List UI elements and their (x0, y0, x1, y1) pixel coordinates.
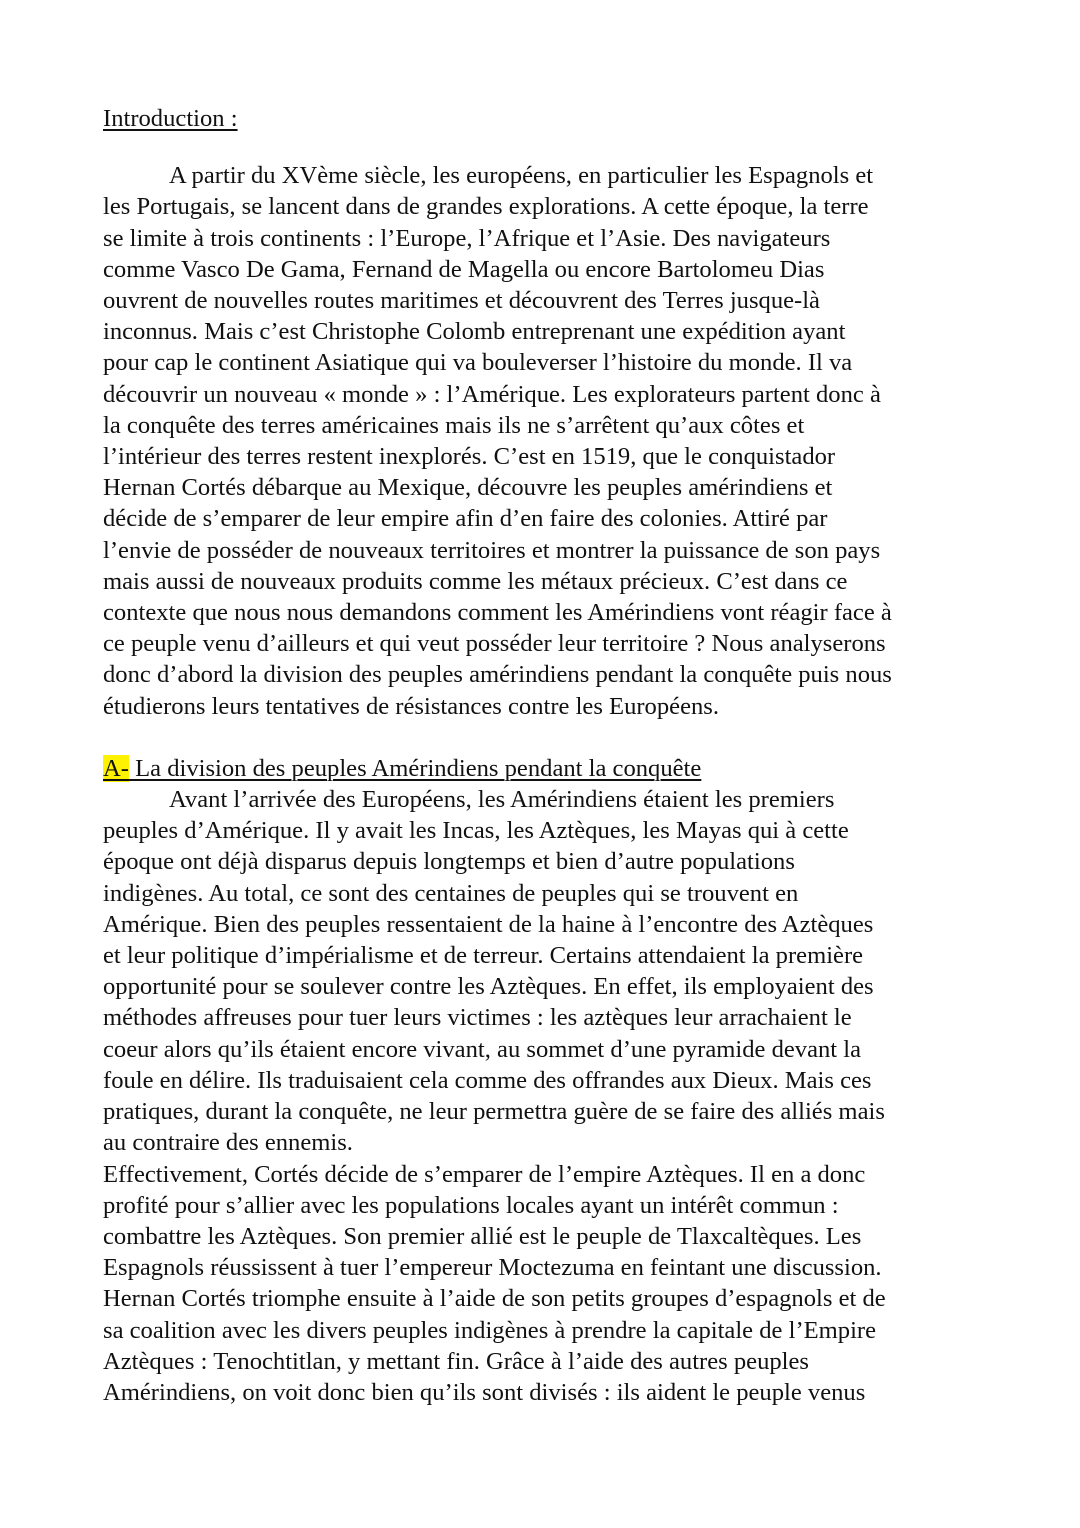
paragraph-line: ce peuple venu d’ailleurs et qui veut posséder leur territoire ? Nous analyserons (103, 630, 886, 658)
paragraph-line: Avant l’arrivée des Européens, les Amérindiens étaient les premiers (169, 786, 835, 814)
paragraph-line: la conquête des terres américaines mais ils ne s’arrêtent qu’aux côtes et (103, 411, 805, 439)
paragraph-line: découvrir un nouveau « monde » : l’Amérique. Les explorateurs partent donc à (103, 380, 881, 408)
paragraph-line: Amérindiens, on voit donc bien qu’ils sont divisés : ils aident le peuple venus (103, 1378, 866, 1406)
paragraph-line: Effectivement, Cortés décide de s’emparer de l’empire Aztèques. Il en a donc (103, 1160, 866, 1188)
paragraph-line: pratiques, durant la conquête, ne leur permettra guère de se faire des alliés mais (103, 1098, 885, 1126)
section-a-heading (103, 753, 988, 784)
introduction-paragraph (103, 160, 988, 722)
paragraph-line: peuples d’Amérique. Il y avait les Incas, les Aztèques, les Mayas qui à cette (103, 817, 849, 845)
paragraph-line: au contraire des ennemis. (103, 1129, 353, 1157)
paragraph-line: pour cap le continent Asiatique qui va bouleverser l’histoire du monde. Il va (103, 349, 853, 377)
paragraph-line: l’envie de posséder de nouveaux territoires et montrer la puissance de son pays (103, 536, 881, 564)
paragraph-line: Amérique. Bien des peuples ressentaient de la haine à l’encontre des Aztèques (103, 910, 874, 938)
paragraph-line: sa coalition avec les divers peuples indigènes à prendre la capitale de l’Empire (103, 1316, 877, 1344)
highlighted-marker: A- (103, 754, 129, 782)
paragraph-line: A partir du XVème siècle, les européens, en particulier les Espagnols et (169, 162, 874, 190)
paragraph-line: inconnus. Mais c’est Christophe Colomb entreprenant une expédition ayant (103, 318, 846, 346)
paragraph-line: décide de s’emparer de leur empire afin d’en faire des colonies. Attiré par (103, 505, 828, 533)
section-a-title: La division des peuples Amérindiens pendant la conquête (128, 754, 702, 782)
document-page (103, 103, 988, 1408)
paragraph-line: méthodes affreuses pour tuer leurs victimes : les aztèques leur arrachaient le (103, 1004, 852, 1032)
paragraph-line: Hernan Cortés débarque au Mexique, découvre les peuples amérindiens et (103, 474, 833, 502)
introduction-heading: Introduction : (103, 105, 238, 132)
paragraph-line: donc d’abord la division des peuples amérindiens pendant la conquête puis nous (103, 661, 892, 689)
paragraph-line: et leur politique d’impérialisme et de terreur. Certains attendaient la première (103, 942, 864, 970)
paragraph-line: contexte que nous nous demandons comment les Amérindiens vont réagir face à (103, 599, 892, 627)
section-a (103, 753, 988, 1408)
paragraph-line: se limite à trois continents : l’Europe, l’Afrique et l’Asie. Des navigateurs (103, 224, 831, 252)
paragraph-line: mais aussi de nouveaux produits comme les métaux précieux. C’est dans ce (103, 567, 848, 595)
paragraph-line: foule en délire. Ils traduisaient cela comme des offrandes aux Dieux. Mais ces (103, 1066, 872, 1094)
paragraph-line: Hernan Cortés triomphe ensuite à l’aide de son petits groupes d’espagnols et de (103, 1285, 886, 1313)
paragraph-line: ouvrent de nouvelles routes maritimes et découvrent des Terres jusque-là (103, 287, 820, 315)
paragraph-line: les Portugais, se lancent dans de grandes explorations. A cette époque, la terre (103, 193, 869, 221)
paragraph-line: profité pour s’allier avec les populations locales ayant un intérêt commun : (103, 1191, 839, 1219)
paragraph-line: Aztèques : Tenochtitlan, y mettant fin. Grâce à l’aide des autres peuples (103, 1347, 810, 1375)
paragraph-line: combattre les Aztèques. Son premier allié est le peuple de Tlaxcaltèques. Les (103, 1222, 862, 1250)
paragraph-line: Espagnols réussissent à tuer l’empereur Moctezuma en feintant une discussion. (103, 1254, 882, 1282)
paragraph-line: coeur alors qu’ils étaient encore vivant, au sommet d’une pyramide devant la (103, 1035, 862, 1063)
paragraph-line: comme Vasco De Gama, Fernand de Magella ou encore Bartolomeu Dias (103, 255, 825, 283)
paragraph-line: opportunité pour se soulever contre les Aztèques. En effet, ils employaient des (103, 973, 874, 1001)
paragraph-line: époque ont déjà disparus depuis longtemps et bien d’autre populations (103, 848, 795, 876)
paragraph-line: indigènes. Au total, ce sont des centaines de peuples qui se trouvent en (103, 879, 799, 907)
paragraph-line: l’intérieur des terres restent inexplorés. C’est en 1519, que le conquistador (103, 443, 836, 471)
paragraph-line: étudierons leurs tentatives de résistances contre les Européens. (103, 692, 719, 720)
